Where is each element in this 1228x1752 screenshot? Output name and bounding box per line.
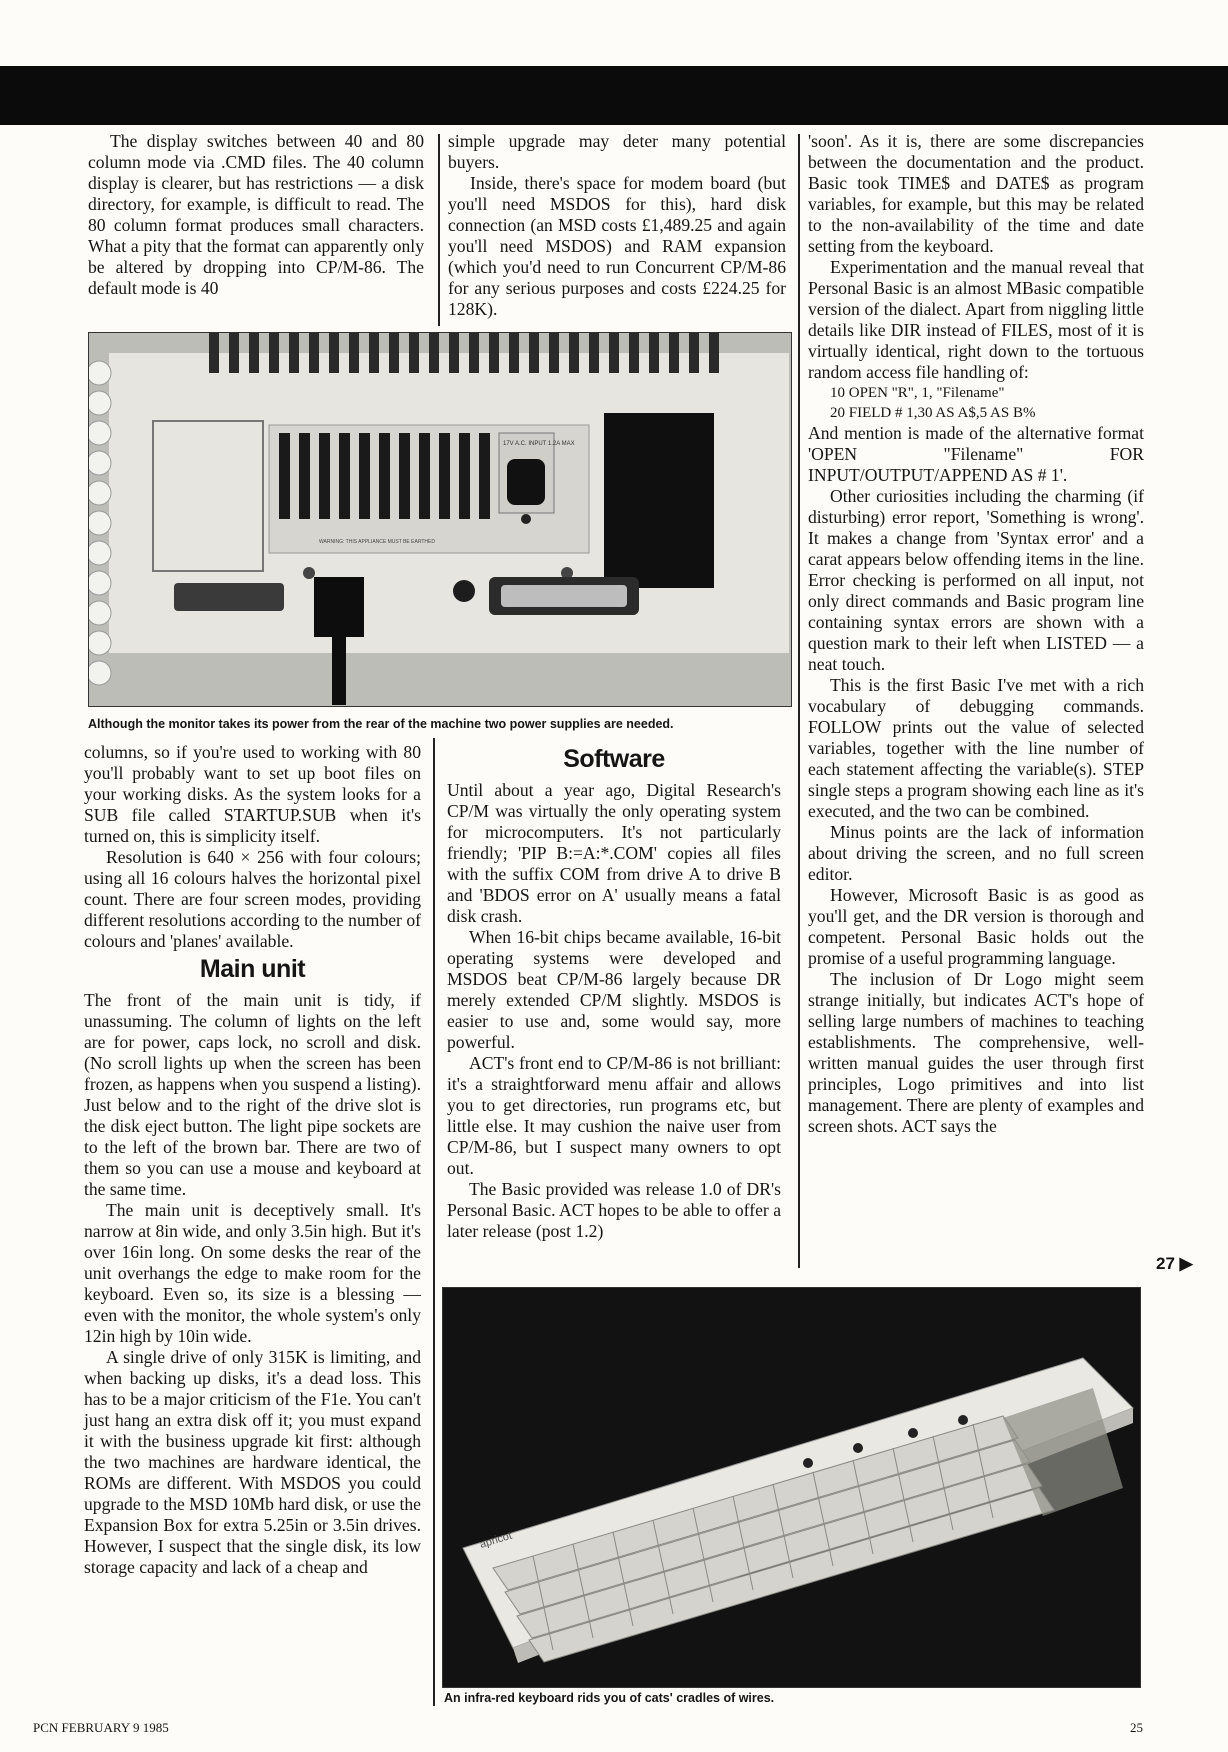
footer-publication: PCN FEBRUARY 9 1985 [33, 1720, 169, 1735]
paragraph: When 16-bit chips became available, 16-bit operating systems were developed and MSDOS beat CP/M-86 largely because DR merely extended CP/M slightly. MSDOS is easier to use and, some would say, more powerful. [447, 927, 781, 1052]
paragraph: The front of the main unit is tidy, if unassuming. The column of lights on the left are for power, caps lock, no scroll and disk. (No scroll lights up when the screen has been frozen, as happens when you suspend a listing). Just below and to the right of the drive slot is the disk eject button. The light pipe sockets are to the left of the brown bar. There are two of them so you can use a mouse and keyboard at the same time. [84, 990, 421, 1199]
machine-rear-photo [88, 332, 792, 707]
paragraph: A single drive of only 315K is limiting, and when backing up disks, it's a dead loss. This has to be a major criticism of the F1e. You can't just hang an extra disk off it; you must expand it with the business upgrade kit first: although the two machines are hardware identical, the ROMs are different. With MSDOS you could upgrade to the MSD 10Mb hard disk, or use the Expansion Box for extra 5.25in or 3.5in drives. However, I suspect that the single disk, its low storage capacity and lack of a cheap and [84, 1347, 421, 1577]
column-rule [798, 134, 800, 1268]
machine-rear-illustration [89, 333, 791, 706]
paragraph: This is the first Basic I've met with a rich vocabulary of debugging commands. FOLLOW prints out the value of selected variables, together with the line number of each statement affecting the variable(s). STEP single steps a program showing each line as it's executed, and the two can be combined. [808, 675, 1144, 821]
column-rule [433, 738, 435, 1706]
column-1-top [88, 131, 424, 299]
code-line: 10 OPEN "R", 1, "Filename" [830, 385, 1005, 401]
paragraph: The display switches between 40 and 80 column mode via .CMD files. The 40 column display is clearer, but has restrictions — a disk directory, for example, is difficult to read. The 80 column format produces small characters. What a pity that the format can apparently only be altered by dropping into CP/M-86. The default mode is 40 [88, 131, 424, 298]
paragraph: ACT's front end to CP/M-86 is not brilliant: it's a straightforward menu affair and allows you to get directories, run programs etc, but little else. It may cushion the naive user from CP/M-86, but I suspect many owners to opt out. [447, 1053, 781, 1178]
paragraph: Until about a year ago, Digital Research's CP/M was virtually the only operating system for microcomputers. It's not particularly friendly; 'PIP B:=A:*.COM' copies all files with the suffix COM from drive A to drive B and 'BDOS error on A' usually means a fatal disk crash. [447, 780, 781, 926]
paragraph: Other curiosities including the charming (if disturbing) error report, 'Something is wrong'. It makes a change from 'Syntax error' and a carat appears below offending items in the line. Error checking is performed on all input, not only direct commands and Basic program line containing syntax errors are shown with a question mark to their left when LISTED — a neat touch. [808, 486, 1144, 674]
paragraph: columns, so if you're used to working with 80 you'll probably want to set up boot files on your working disks. As the system looks for a SUB file called STARTUP.SUB when it's turned on, this is simplicity itself. [84, 742, 421, 846]
page-number: 25 [1130, 1720, 1143, 1735]
column-1-bottom [84, 742, 421, 1578]
paragraph: simple upgrade may deter many potential buyers. [448, 131, 786, 172]
power-label: 17V A.C. INPUT 1.2A MAX [503, 441, 575, 447]
column-2-top [448, 131, 786, 320]
paragraph: The inclusion of Dr Logo might seem strange initially, but indicates ACT's hope of selling large numbers of machines to teaching establishments. The comprehensive, well-written manual guides the user through first principles, Logo primitives and into list management. There are plenty of examples and screen shots. ACT says the [808, 969, 1144, 1136]
paragraph: The Basic provided was release 1.0 of DR's Personal Basic. ACT hopes to be able to offer a later release (post 1.2) [447, 1179, 781, 1241]
continued-marker: 27 ▶ [1156, 1254, 1193, 1273]
paragraph: And mention is made of the alternative format 'OPEN "Filename" FOR INPUT/OUTPUT/APPEND AS # 1'. [808, 423, 1144, 485]
photo-caption: Although the monitor takes its power from the rear of the machine two power supplies are needed. [88, 717, 674, 731]
brand-label: apricot [478, 1529, 514, 1551]
section-heading: Main unit [199, 955, 306, 983]
header-bar [0, 66, 1228, 125]
paragraph: Minus points are the lack of information about driving the screen, and no full screen editor. [808, 822, 1144, 884]
paragraph: Resolution is 640 × 256 with four colours; using all 16 colours halves the horizontal pixel count. There are four screen modes, providing different resolutions according to the number of colours and 'planes' available. [84, 847, 421, 951]
keyboard-illustration [443, 1288, 1140, 1687]
code-line: 20 FIELD # 1,30 AS A$,5 AS B% [830, 405, 1036, 421]
keyboard-photo [442, 1287, 1141, 1688]
paragraph: However, Microsoft Basic is as good as you'll get, and the DR version is thorough and competent. Personal Basic holds out the promise of a useful programming language. [808, 885, 1144, 968]
column-3 [808, 131, 1144, 1137]
paragraph: 'soon'. As it is, there are some discrepancies between the documentation and the product. Basic took TIME$ and DATE$ as program variables, for example, but this may be related to the non-availability of the time and date setting from the keyboard. [808, 131, 1144, 256]
photo-caption: An infra-red keyboard rids you of cats' cradles of wires. [444, 1691, 775, 1705]
column-2-bottom [447, 742, 781, 1242]
column-rule [438, 134, 440, 326]
warning-label: WARNING: THIS APPLIANCE MUST BE EARTHED [319, 539, 435, 545]
paragraph: Experimentation and the manual reveal that Personal Basic is an almost MBasic compatible version of the dialect. Apart from niggling little details like DIR instead of FILES, most of it is virtually identical, right down to the tortuous random access file handling of: [808, 257, 1144, 382]
paragraph: The main unit is deceptively small. It's narrow at 8in wide, and only 3.5in high. But it's over 16in long. On some desks the rear of the unit overhangs the edge to make room for the keyboard. Even so, its size is a blessing — even with the monitor, the whole system's only 12in high by 10in wide. [84, 1200, 421, 1346]
section-heading: Software [563, 745, 665, 773]
paragraph: Inside, there's space for modem board (but you'll need MSDOS for this), hard disk connection (an MSD costs £1,489.25 and again you'll need MSDOS) and RAM expansion (which you'd need to run Concurrent CP/M-86 for any serious purposes and costs £224.25 for 128K). [448, 173, 786, 319]
